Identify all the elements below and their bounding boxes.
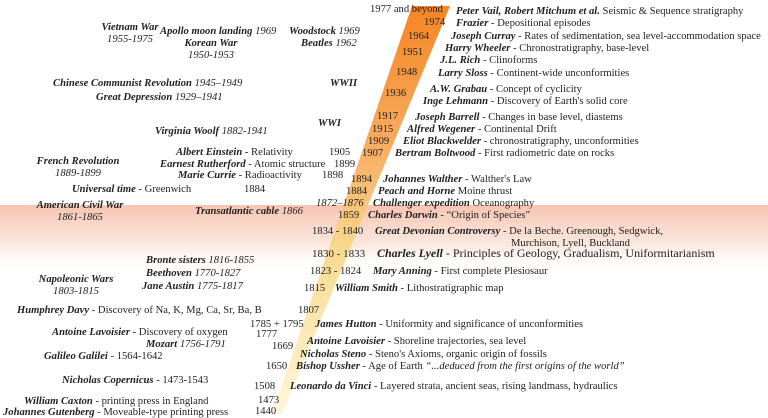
year-1884-left: 1884 <box>244 184 266 195</box>
year-1807: 1807 <box>298 305 320 316</box>
year-1872: 1872–1876 <box>316 198 364 209</box>
event-lehmann: Inge Lehmann - Discovery of Earth's solid core <box>423 96 628 107</box>
year-1915: 1915 <box>372 124 394 135</box>
year-1948: 1948 <box>396 67 418 78</box>
event-frazier: Frazier - Depositional episodes <box>456 18 591 29</box>
event-peach-horne: Peach and Horne Moine thrust <box>378 186 513 197</box>
korean-war: Korean War 1950-1953 <box>184 38 238 61</box>
jane-austin: Jane Austin 1775-1817 <box>142 281 243 292</box>
year-1508: 1508 <box>254 381 276 392</box>
year-1859: 1859 <box>338 210 360 221</box>
transatlantic-cable: Transatlantic cable 1866 <box>195 206 303 217</box>
event-wheeler: Harry Wheeler - Chronostratigraphy, base-level <box>445 43 650 54</box>
einstein: Albert Einstein - Relativity <box>176 147 293 158</box>
apollo-landing: Apollo moon landing 1969 <box>160 26 277 37</box>
rutherford: Earnest Rutherford - Atomic structure <box>160 159 326 170</box>
event-devonian: Great Devonian Controversy - De la Beche. Greenough, Sedgwick, <box>375 226 664 237</box>
year-1964: 1964 <box>408 31 430 42</box>
year-1977: 1977 and beyond <box>370 4 443 15</box>
event-smith: William Smith - Lithostratigraphic map <box>335 283 504 294</box>
wwii: WWII <box>330 78 358 89</box>
event-grabau: A.W. Grabau - Concept of cyclicity <box>430 84 582 95</box>
year-1905: 1905 <box>329 147 351 158</box>
event-steno: Nicholas Steno - Steno's Axioms, organic origin of fossils <box>300 349 547 360</box>
year-1884-right: 1884 <box>346 186 368 197</box>
beethoven: Beethoven 1770-1827 <box>146 268 241 279</box>
american-civil-war: American Civil War 1861-1865 <box>36 200 124 223</box>
year-1907: 1907 <box>362 148 384 159</box>
wwi: WWI <box>318 118 341 129</box>
year-1785: 1785 + 1795 <box>250 319 304 330</box>
virginia-woolf: Virginia Woolf 1882-1941 <box>155 126 268 137</box>
event-curray: Joseph Curray - Rates of sedimentation, sea level-accommodation space <box>451 31 761 42</box>
year-1669: 1669 <box>272 341 294 352</box>
year-1936: 1936 <box>385 88 407 99</box>
bronte-sisters: Bronte sisters 1816-1855 <box>146 255 255 266</box>
event-boltwood: Bertram Boltwood - First radiometric date on rocks <box>395 148 615 159</box>
great-depression: Great Depression 1929–1941 <box>96 92 223 103</box>
event-vail-mitchum: Peter Vail, Robert Mitchum et al. Seismic & Sequence stratigraphy <box>456 6 744 17</box>
year-1834: 1834 - 1840 <box>312 226 364 237</box>
humphrey-davy: Humphrey Davy - Discovery of Na, K, Mg, Ca, Sr, Ba, B <box>17 305 262 316</box>
year-1473: 1473 <box>258 395 280 406</box>
year-1917: 1917 <box>377 111 399 122</box>
year-1951: 1951 <box>402 47 424 58</box>
event-lyell: Charles Lyell - Principles of Geology, Gradualism, Uniformitarianism <box>377 246 715 260</box>
year-1777: 1777 <box>256 329 278 340</box>
year-1815: 1815 <box>304 283 326 294</box>
mozart: Mozart 1756-1791 <box>146 339 226 350</box>
year-1899: 1899 <box>334 159 356 170</box>
event-da-vinci: Leonardo da Vinci - Layered strata, ancient seas, rising landmass, hydraulics <box>290 381 618 392</box>
event-barrell: Joseph Barrell - Changes in base level, diastems <box>415 112 623 123</box>
year-1909: 1909 <box>368 136 390 147</box>
event-lavoisier-shoreline: Antoine Lavoisier - Shoreline trajectories, sea level <box>307 336 527 347</box>
event-devonian-cont: Murchison, Lyell, Buckland <box>511 238 630 249</box>
chinese-revolution: Chinese Communist Revolution 1945–1949 <box>53 78 243 89</box>
event-anning: Mary Anning - First complete Plesiosaur <box>373 266 548 277</box>
year-1898: 1898 <box>322 170 344 181</box>
year-1894: 1894 <box>351 174 373 185</box>
year-1823: 1823 - 1824 <box>310 266 362 277</box>
gutenberg: Johannes Gutenberg - Moveable-type printing press <box>3 407 229 418</box>
year-1974: 1974 <box>424 17 446 28</box>
woodstock: Woodstock 1969 <box>289 26 360 37</box>
event-blackwelder: Eliot Blackwelder - chronostratigraphy, unconformities <box>403 136 639 147</box>
event-darwin: Charles Darwin - “Origin of Species” <box>368 210 531 221</box>
french-revolution: French Revolution 1889-1899 <box>36 156 120 179</box>
universal-time: Universal time - Greenwich <box>72 184 192 195</box>
lavoisier-oxygen: Antoine Lavoisier - Discovery of oxygen <box>52 327 228 338</box>
marie-curie: Marie Currie - Radioactivity <box>178 170 302 181</box>
year-1830: 1830 - 1833 <box>312 248 366 260</box>
event-sloss: Larry Sloss - Continent-wide unconformities <box>438 68 630 79</box>
napoleonic-wars: Napoleonic Wars 1803-1815 <box>38 274 114 297</box>
event-ussher: Bishop Ussher - Age of Earth “...deduced from the first origins of the world” <box>296 361 625 372</box>
event-challenger: Challenger expedition Oceanography <box>373 198 535 209</box>
event-hutton: James Hutton - Uniformity and significance of unconformities <box>315 319 584 330</box>
vietnam-war: Vietnam War 1955-1975 <box>101 22 159 45</box>
beatles: Beatles 1962 <box>301 38 357 49</box>
event-wegener: Alfred Wegener - Continental Drift <box>407 124 557 135</box>
year-1650: 1650 <box>266 361 288 372</box>
galileo: Galileo Galilei - 1564-1642 <box>44 351 163 362</box>
event-rich: J.L. Rich - Clinoforms <box>440 55 538 66</box>
event-walther: Johannes Walther - Walther's Law <box>383 174 532 185</box>
copernicus: Nicholas Copernicus - 1473-1543 <box>62 375 209 386</box>
caxton: William Caxton - printing press in England <box>24 396 209 407</box>
year-1440: 1440 <box>255 406 277 417</box>
